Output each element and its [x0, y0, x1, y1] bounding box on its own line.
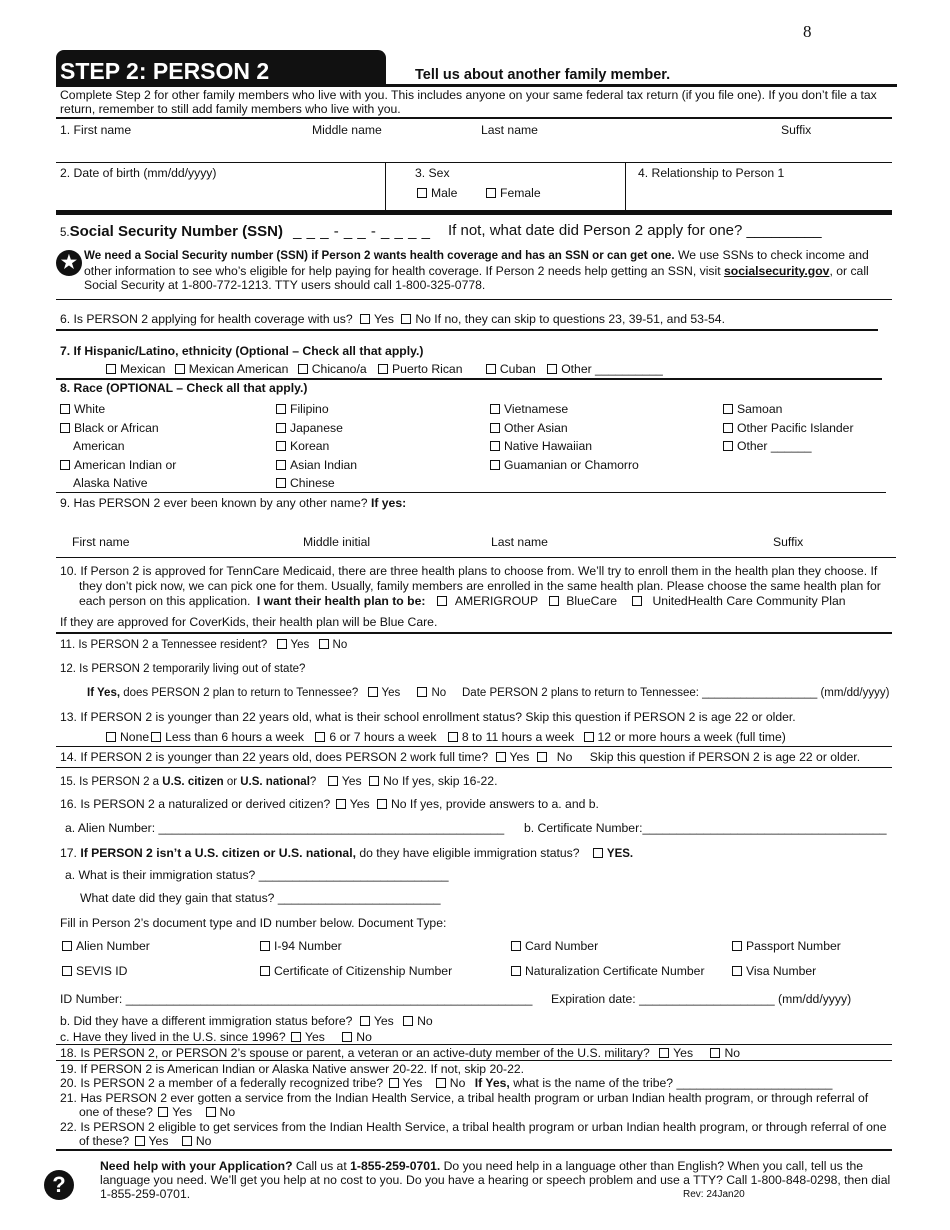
q5-ssn-row: 5.Social Security Number (SSN) _ _ _ - _ _ - _ _ _ _: [60, 223, 431, 240]
female-checkbox[interactable]: [486, 188, 496, 198]
q8-col1: White Black or African American American Indian or Alaska Native: [60, 400, 176, 493]
step-title: STEP 2: PERSON 2: [60, 58, 270, 84]
q14-yes-checkbox[interactable]: [496, 752, 506, 762]
q2-dob-label: 2. Date of birth (mm/dd/yyyy): [60, 166, 217, 180]
school-8-11-checkbox[interactable]: [448, 732, 458, 742]
q1-suffix-label: Suffix: [781, 123, 812, 137]
q7-other-checkbox[interactable]: [547, 364, 557, 374]
q5-apply-date: If not, what date did Person 2 apply for one? _________: [448, 222, 822, 239]
male-checkbox[interactable]: [417, 188, 427, 198]
q6-yes-checkbox[interactable]: [360, 314, 370, 324]
q1-first-name-label: 1. First name: [60, 123, 132, 137]
race-black-checkbox[interactable]: [60, 423, 70, 433]
q8-label: 8. Race (OPTIONAL – Check all that apply.): [60, 381, 308, 395]
q6-row: 6. Is PERSON 2 applying for health coverage with us? Yes No If no, they can skip to questions 23, 39-51, and 53-54.: [60, 312, 725, 326]
q3-male-option[interactable]: Male: [417, 186, 457, 200]
doc-citizenship-cert-checkbox[interactable]: [260, 966, 270, 976]
socialsecurity-link[interactable]: socialsecurity.gov: [724, 263, 830, 278]
race-asian-indian-checkbox[interactable]: [276, 460, 286, 470]
doc-card-number[interactable]: Card Number: [511, 939, 598, 953]
q22-yes-checkbox[interactable]: [135, 1136, 145, 1146]
doc-sevis-checkbox[interactable]: [62, 966, 72, 976]
q18-row: 18. Is PERSON 2, or PERSON 2’s spouse or parent, a veteran or an active-duty member of the U.S. military? Yes No: [60, 1046, 741, 1060]
doc-passport[interactable]: Passport Number: [732, 939, 841, 953]
doc-naturalization-cert-checkbox[interactable]: [511, 966, 521, 976]
q16-alien-number[interactable]: a. Alien Number: ___________________________________________________: [65, 821, 505, 835]
q17b-no-checkbox[interactable]: [403, 1016, 413, 1026]
rule: [56, 557, 896, 558]
doc-naturalization-cert[interactable]: Naturalization Certificate Number: [511, 964, 705, 978]
rule: [56, 1060, 892, 1061]
step-subtitle: Tell us about another family member.: [415, 67, 671, 83]
q9-last-name: Last name: [491, 535, 548, 549]
doc-citizenship-cert[interactable]: Certificate of Citizenship Number: [260, 964, 452, 978]
q20-row: 20. Is PERSON 2 a member of a federally recognized tribe? Yes No If Yes, what is the name of the tribe? _______________________: [60, 1076, 833, 1090]
star-icon: ★: [56, 250, 82, 276]
divider: [625, 162, 626, 210]
q9-label: 9. Has PERSON 2 ever been known by any other name? If yes:: [60, 496, 407, 510]
q15-no-checkbox[interactable]: [369, 776, 379, 786]
doc-visa-checkbox[interactable]: [732, 966, 742, 976]
race-native-hawaiian-checkbox[interactable]: [490, 441, 500, 451]
q7-label: 7. If Hispanic/Latino, ethnicity (Optional – Check all that apply.): [60, 344, 424, 358]
rule: [56, 329, 878, 331]
race-filipino-checkbox[interactable]: [276, 404, 286, 414]
q17-row: 17. If PERSON 2 isn’t a U.S. citizen or U.S. national, do they have eligible immigration status? YES.: [60, 846, 634, 860]
race-chinese-checkbox[interactable]: [276, 478, 286, 488]
q17c-no-checkbox[interactable]: [342, 1032, 352, 1042]
footer-help-text: Need help with your Application? Call us at 1-855-259-0701. Do you need help in a language other than English? When you call, tell us the language you need. We’ll get you help at no cost to you. Do you have a hearing or speech problem and use a TTY? Call 1-800-848-0298, then dial 1-855-259-0701.: [100, 1159, 891, 1201]
q5-ssn-note: We need a Social Security number (SSN) if Person 2 wants health coverage and has an SSN or can get one. We use SSNs to check income and other information to see who’s eligible for help paying for health coverage. If Person 2 needs help getting an SSN, visit socialsecurity.gov, or call Social Security at 1-800-772-1213. TTY users should call 1-800-325-0778.: [84, 248, 869, 292]
q12-yes-checkbox[interactable]: [368, 687, 378, 697]
q17c-row: c. Have they lived in the U.S. since 1996? Yes No: [60, 1030, 372, 1044]
q13-options: None Less than 6 hours a week 6 or 7 hours a week 8 to 11 hours a week 12 or more hours a week (full time): [106, 730, 786, 744]
race-korean-checkbox[interactable]: [276, 441, 286, 451]
help-phone[interactable]: 1-855-259-0701.: [350, 1159, 441, 1173]
rule: [56, 1044, 892, 1045]
race-guamanian-checkbox[interactable]: [490, 460, 500, 470]
revision-date: Rev: 24Jan20: [683, 1189, 745, 1200]
q16-row: 16. Is PERSON 2 a naturalized or derived citizen? Yes No If yes, provide answers to a. and b.: [60, 797, 599, 811]
q14-no-checkbox[interactable]: [537, 752, 547, 762]
q16-certificate-number[interactable]: b. Certificate Number:____________________________________: [524, 821, 887, 835]
plan-bluecare-checkbox[interactable]: [549, 596, 559, 606]
q21-yes-checkbox[interactable]: [158, 1107, 168, 1117]
q19-text: 19. If PERSON 2 is American Indian or Alaska Native answer 20-22. If not, skip 20-22.: [60, 1062, 525, 1076]
rule: [56, 162, 892, 163]
q11-no-checkbox[interactable]: [319, 639, 329, 649]
plan-unitedhealth-checkbox[interactable]: [632, 596, 642, 606]
rule: [56, 746, 892, 747]
q1-middle-name-label: Middle name: [312, 123, 382, 137]
q18-no-checkbox[interactable]: [710, 1048, 720, 1058]
q11-yes-checkbox[interactable]: [277, 639, 287, 649]
q12-return-date: Date PERSON 2 plans to return to Tennessee: __________________ (mm/dd/yyyy): [462, 687, 890, 699]
q21-text: 21. Has PERSON 2 ever gotten a service from the Indian Health Service, a tribal health program or urban Indian health program, or through referral of one of these? Yes No: [60, 1091, 869, 1119]
q3-sex-label: 3. Sex: [415, 166, 450, 180]
doc-sevis[interactable]: SEVIS ID: [62, 964, 127, 978]
school-12-plus-checkbox[interactable]: [584, 732, 594, 742]
q20-yes-checkbox[interactable]: [389, 1078, 399, 1088]
q17-id-number[interactable]: ID Number: ____________________________________________________________: [60, 992, 533, 1006]
doc-passport-checkbox[interactable]: [732, 941, 742, 951]
rule: [56, 767, 892, 768]
q12-no-checkbox[interactable]: [417, 687, 427, 697]
q15-yes-checkbox[interactable]: [328, 776, 338, 786]
race-other-checkbox[interactable]: [723, 441, 733, 451]
q9-middle-initial: Middle initial: [303, 535, 371, 549]
question-icon: ?: [44, 1170, 74, 1200]
q17-expiration-date[interactable]: Expiration date: ____________________ (mm/dd/yyyy): [551, 992, 852, 1006]
race-japanese-checkbox[interactable]: [276, 423, 286, 433]
race-american-indian-checkbox[interactable]: [60, 460, 70, 470]
step-header: [56, 50, 386, 86]
q17-yes-checkbox[interactable]: [593, 848, 603, 858]
q7-mexican-checkbox[interactable]: [106, 364, 116, 374]
school-none-checkbox[interactable]: [106, 732, 116, 742]
q5-ssn-blanks: _ _ _ - _ _ - _ _ _ _: [293, 223, 431, 240]
rule: [56, 492, 886, 493]
race-vietnamese-checkbox[interactable]: [490, 404, 500, 414]
q14-row: 14. If PERSON 2 is younger than 22 years old, does PERSON 2 work full time? Yes No Skip this question if PERSON 2 is age 22 or older.: [60, 750, 861, 764]
rule: [56, 117, 892, 119]
rule: [56, 299, 892, 300]
doc-card-number-checkbox[interactable]: [511, 941, 521, 951]
q16-yes-checkbox[interactable]: [336, 799, 346, 809]
q3-female-option[interactable]: Female: [486, 186, 541, 200]
q17-status-date[interactable]: What date did they gain that status? ________________________: [80, 891, 441, 905]
school-less-6-checkbox[interactable]: [151, 732, 161, 742]
q5-ssn-label: Social Security Number (SSN): [69, 223, 283, 240]
q7-chicano-checkbox[interactable]: [298, 364, 308, 374]
q18-yes-checkbox[interactable]: [659, 1048, 669, 1058]
q8-col2: Filipino Japanese Korean Asian Indian Chinese: [276, 400, 357, 493]
q16-no-checkbox[interactable]: [377, 799, 387, 809]
plan-amerigroup-checkbox[interactable]: [437, 596, 447, 606]
page-number: 8: [803, 22, 812, 41]
race-white-checkbox[interactable]: [60, 404, 70, 414]
doc-i94-checkbox[interactable]: [260, 941, 270, 951]
q10-text: 10. If Person 2 is approved for TennCare Medicaid, there are three health plans to choose from. We’ll try to enroll them in the health plan they choose. If they don’t pick now, we can pick one for them. Usually, family members are enrolled in the same health plan. Please choose the same health plan for each person on this application. I want their health plan to be: AMERIGROUP BlueCare UnitedHealth Care Community Plan: [60, 564, 881, 608]
q8-col3: Vietnamese Other Asian Native Hawaiian Guamanian or Chamorro: [490, 400, 639, 474]
q10-coverkids-note: If they are approved for CoverKids, their health plan will be Blue Care.: [60, 615, 438, 629]
rule: [56, 1149, 892, 1151]
q15-row: 15. Is PERSON 2 a U.S. citizen or U.S. national? Yes No If yes, skip 16-22.: [60, 774, 498, 788]
q22-text: 22. Is PERSON 2 eligible to get services from the Indian Health Service, a tribal health program or urban Indian health program, or through referral of one of these? Yes No: [60, 1120, 887, 1148]
doc-alien-number[interactable]: Alien Number: [62, 939, 150, 953]
school-6-7-checkbox[interactable]: [315, 732, 325, 742]
q21-no-checkbox[interactable]: [206, 1107, 216, 1117]
q1-last-name-label: Last name: [481, 123, 538, 137]
doc-visa[interactable]: Visa Number: [732, 964, 816, 978]
intro-text: Complete Step 2 for other family members who live with you. This includes anyone on your same federal tax return (if you file one). If you don’t file a tax return, remember to still add family members who live with you.: [60, 88, 877, 116]
header-rule: [56, 84, 897, 87]
thick-rule: [56, 210, 892, 215]
q12-return-row: If Yes, does PERSON 2 plan to return to Tennessee? Yes No: [87, 687, 447, 699]
q17b-yes-checkbox[interactable]: [360, 1016, 370, 1026]
q13-text: 13. If PERSON 2 is younger than 22 years old, what is their school enrollment status? Skip this question if PERSON 2 is age 22 or older.: [60, 710, 796, 724]
q17c-yes-checkbox[interactable]: [291, 1032, 301, 1042]
q8-col4: Samoan Other Pacific Islander Other ______: [723, 400, 854, 456]
q17-doc-intro: Fill in Person 2’s document type and ID number below. Document Type:: [60, 916, 447, 930]
race-samoan-checkbox[interactable]: [723, 404, 733, 414]
q17b-row: b. Did they have a different immigration status before? Yes No: [60, 1014, 433, 1028]
race-pacific-islander-checkbox[interactable]: [723, 423, 733, 433]
q6-no-checkbox[interactable]: [401, 314, 411, 324]
q9-first-name: First name: [72, 535, 130, 549]
q20-no-checkbox[interactable]: [436, 1078, 446, 1088]
doc-alien-number-checkbox[interactable]: [62, 941, 72, 951]
q17-status[interactable]: a. What is their immigration status? ____________________________: [65, 868, 449, 882]
q7-options: Mexican Mexican American Chicano/a Puerto Rican Cuban Other __________: [106, 362, 663, 376]
q12-text: 12. Is PERSON 2 temporarily living out of state?: [60, 663, 306, 675]
doc-i94[interactable]: I-94 Number: [260, 939, 342, 953]
q11-row: 11. Is PERSON 2 a Tennessee resident? Yes No: [60, 639, 348, 651]
rule: [56, 378, 882, 380]
race-other-asian-checkbox[interactable]: [490, 423, 500, 433]
q7-mexican-american-checkbox[interactable]: [175, 364, 185, 374]
q9-suffix: Suffix: [773, 535, 804, 549]
q4-relationship-label: 4. Relationship to Person 1: [638, 166, 785, 180]
rule: [56, 632, 892, 634]
q7-cuban-checkbox[interactable]: [486, 364, 496, 374]
q7-puerto-rican-checkbox[interactable]: [378, 364, 388, 374]
q22-no-checkbox[interactable]: [182, 1136, 192, 1146]
divider: [385, 162, 386, 210]
